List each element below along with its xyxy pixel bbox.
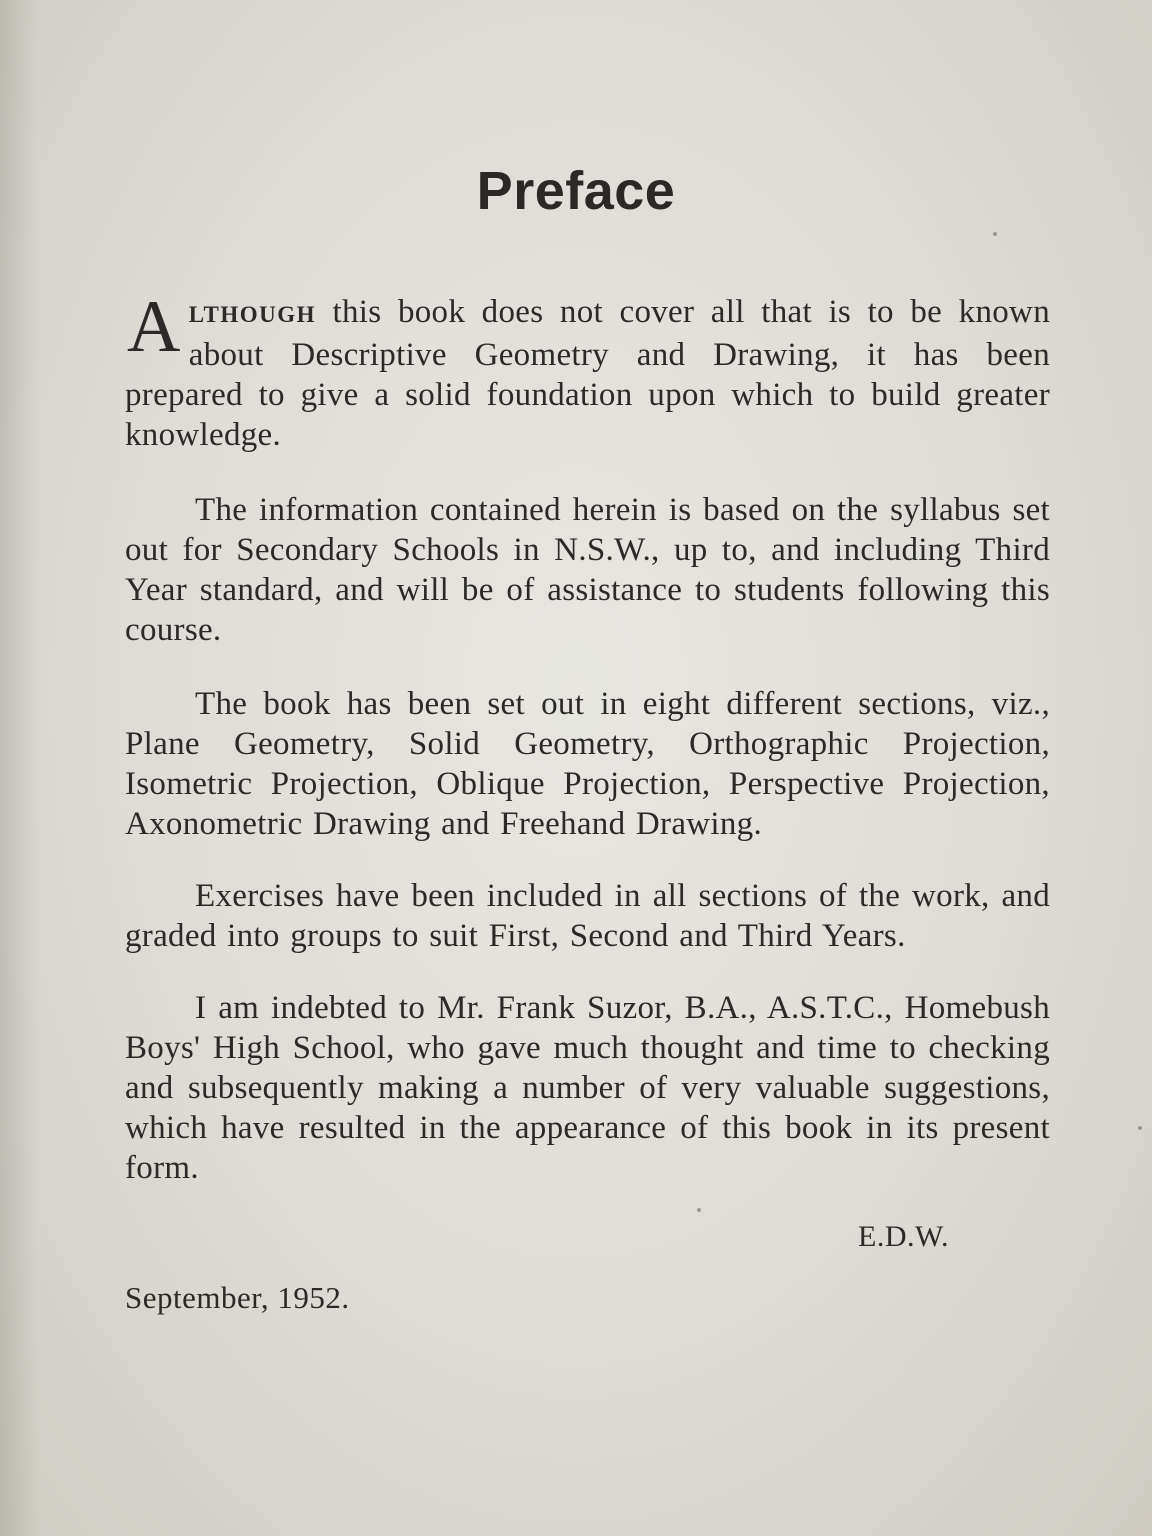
paragraph-syllabus: The information contained herein is based on the syllabus set out for Secondary Schools in N.S.W., up to, and including Third Year standard, and will be of assistance to students following this course.	[125, 492, 1050, 648]
drop-cap: A	[127, 286, 181, 368]
author-initials: E.D.W.	[858, 1220, 950, 1253]
preface-date: September, 1952.	[125, 1280, 350, 1315]
paragraph-sections: The book has been set out in eight different sections, viz., Plane Geometry, Solid Geometry, Orthographic Projection, Isometric Projection, Oblique Projection, Perspective Projection, Axonometric Drawing and Freehand Drawing.	[125, 686, 1050, 842]
paragraph-exercises: Exercises have been included in all sections of the work, and graded into groups to suit First, Second and Third Years.	[125, 878, 1050, 954]
page-edge-shadow	[0, 0, 40, 1536]
page-title: Preface	[476, 161, 676, 221]
paper-speck	[1138, 1126, 1142, 1130]
paragraph-acknowledgement: I am indebted to Mr. Frank Suzor, B.A., A.S.T.C., Homebush Boys' High School, who gave much thought and time to checking and subsequently making a number of very valuable suggestions, which have resulted in the appearance of this book in its present form.	[125, 990, 1050, 1186]
paragraph-intro-text: this book does not cover all that is to be known about Descriptive Geometry and Drawing, it has been prepared to give a solid foundation upon which to build greater knowledge.	[125, 294, 1050, 453]
paragraph-intro	[125, 286, 1050, 455]
small-caps-lead: LTHOUGH	[188, 302, 316, 327]
paper-speck	[697, 1208, 701, 1212]
paper-speck	[993, 232, 997, 236]
